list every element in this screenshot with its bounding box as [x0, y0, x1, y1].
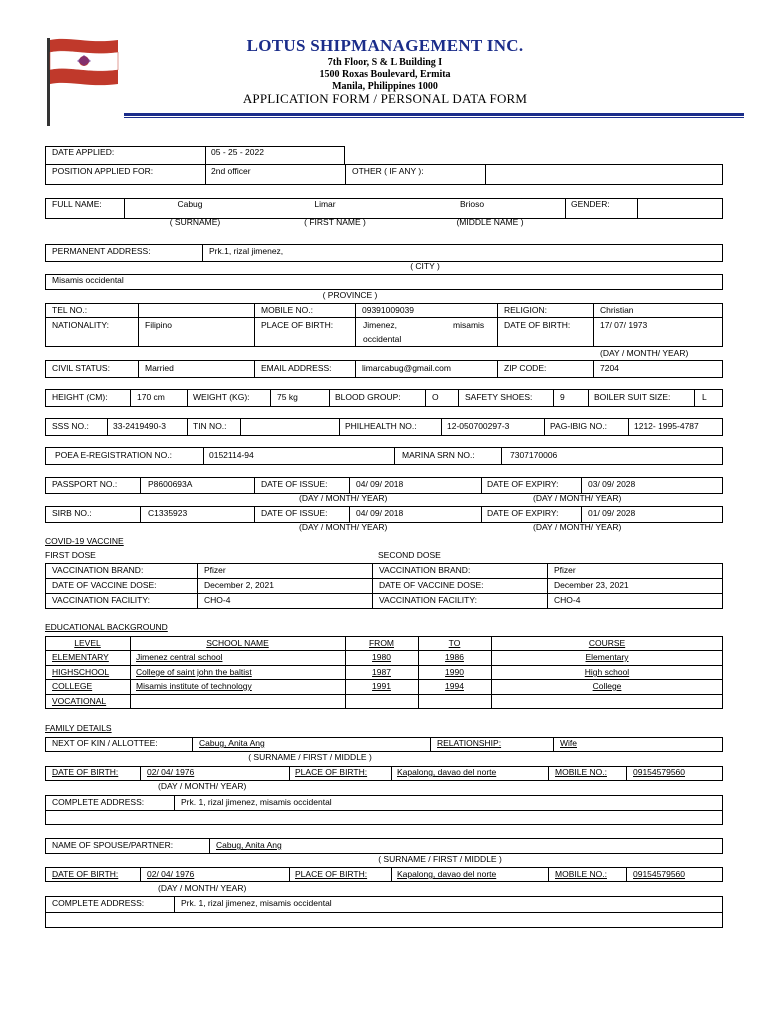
pagibig-label: PAG-IBIG NO.:	[550, 421, 607, 431]
kin-mobile-label: MOBILE NO.:	[555, 767, 607, 777]
edu-level: ELEMENTARY	[52, 652, 109, 662]
edu-level: COLLEGE	[52, 681, 93, 691]
edu-header-from: FROM	[368, 638, 395, 648]
kin-address-value[interactable]: Prk. 1, rizal jimenez, misamis occidental	[181, 797, 332, 807]
gender-label: GENDER:	[571, 199, 610, 209]
edu-to[interactable]: 1994	[445, 681, 464, 691]
d1-facility-value[interactable]: CHO-4	[204, 595, 231, 605]
passport-value[interactable]: P8600693A	[148, 479, 193, 489]
header-rule	[124, 113, 744, 116]
kin-mobile-value[interactable]: 09154579560	[633, 767, 686, 777]
family-title: FAMILY DETAILS	[45, 723, 112, 733]
d1-date-label: DATE OF VACCINE DOSE:	[52, 580, 157, 590]
full-name-label: FULL NAME:	[52, 199, 102, 209]
birthplace-value-c[interactable]: occidental	[363, 334, 402, 344]
edu-header-level: LEVEL	[74, 638, 101, 648]
kin-name-caption: ( SURNAME / FIRST / MIDDLE )	[248, 752, 372, 762]
safety-shoes-value[interactable]: 9	[560, 392, 565, 402]
kin-pob-value[interactable]: Kapalong, davao del norte	[397, 767, 497, 777]
civil-status-label: CIVIL STATUS:	[52, 363, 110, 373]
blood-group-label: BLOOD GROUP:	[335, 392, 401, 402]
sirb-label: SIRB NO.:	[52, 508, 92, 518]
d2-brand-label: VACCINATION BRAND:	[379, 565, 471, 575]
weight-value[interactable]: 75 kg	[277, 392, 298, 402]
edu-level: VOCATIONAL	[52, 696, 107, 706]
edu-school[interactable]: Misamis institute of technology	[136, 681, 252, 691]
safety-shoes-label: SAFETY SHOES:	[465, 392, 533, 402]
civil-status-value[interactable]: Married	[145, 363, 174, 373]
position-label: POSITION APPLIED FOR:	[52, 166, 154, 176]
kin-pob-label: PLACE OF BIRTH:	[295, 767, 368, 777]
passport-expiry-caption: (DAY / MONTH/ YEAR)	[533, 493, 622, 503]
date-applied-label: DATE APPLIED:	[52, 147, 115, 157]
philhealth-value[interactable]: 12-050700297-3	[447, 421, 510, 431]
birthplace-label: PLACE OF BIRTH:	[261, 320, 334, 330]
dob-caption: (DAY / MONTH/ YEAR)	[600, 348, 689, 358]
address-street-value[interactable]: Prk.1, rizal jimenez,	[209, 246, 284, 256]
surname-caption: ( SURNAME)	[169, 217, 221, 227]
sirb-issue-label: DATE OF ISSUE:	[261, 508, 328, 518]
sirb-expiry-caption: (DAY / MONTH/ YEAR)	[533, 522, 622, 532]
first-name-caption: ( FIRST NAME )	[304, 217, 366, 227]
first-name-value[interactable]: Limar	[314, 199, 336, 209]
second-dose-label: SECOND DOSE	[378, 550, 441, 560]
zip-value[interactable]: 7204	[600, 363, 619, 373]
birthplace-value-a[interactable]: Jimenez,	[363, 320, 398, 330]
tel-label: TEL NO.:	[52, 305, 88, 315]
spouse-address-label: COMPLETE ADDRESS:	[52, 898, 145, 908]
edu-school[interactable]: College of saint john the baltist	[136, 667, 252, 677]
sirb-issue-value[interactable]: 04/ 09/ 2018	[356, 508, 404, 518]
edu-to[interactable]: 1990	[445, 667, 464, 677]
edu-header-to: TO	[448, 638, 461, 648]
height-value[interactable]: 170 cm	[137, 392, 165, 402]
sirb-value[interactable]: C1335923	[148, 508, 188, 518]
d2-facility-value[interactable]: CHO-4	[554, 595, 581, 605]
spouse-name-caption: ( SURNAME / FIRST / MIDDLE )	[378, 854, 502, 864]
province-row	[45, 274, 723, 290]
kin-address-label: COMPLETE ADDRESS:	[52, 797, 145, 807]
passport-issue-value[interactable]: 04/ 09/ 2018	[356, 479, 404, 489]
spouse-dob-value[interactable]: 02/ 04/ 1976	[147, 869, 195, 879]
sirb-expiry-value[interactable]: 01/ 09/ 2028	[588, 508, 636, 518]
company-flag-icon	[44, 36, 120, 128]
nationality-label: NATIONALITY:	[52, 320, 109, 330]
religion-label: RELIGION:	[504, 305, 547, 315]
date-applied-value[interactable]: 05 - 25 - 2022	[211, 147, 264, 157]
marina-value[interactable]: 7307170006	[510, 450, 558, 460]
d1-facility-label: VACCINATION FACILITY:	[52, 595, 150, 605]
address-line-1: 7th Floor, S & L Building I	[327, 57, 443, 68]
first-dose-label: FIRST DOSE	[45, 550, 96, 560]
middle-name-caption: (MIDDLE NAME )	[456, 217, 524, 227]
passport-expiry-label: DATE OF EXPIRY:	[487, 479, 559, 489]
other-label: OTHER ( IF ANY ):	[352, 166, 424, 176]
spouse-pob-label: PLACE OF BIRTH:	[295, 869, 368, 879]
edu-level: HIGHSCHOOL	[52, 667, 110, 677]
province-caption: ( PROVINCE )	[322, 290, 378, 300]
sss-label: SSS NO.:	[52, 421, 89, 431]
edu-course[interactable]: High school	[584, 667, 630, 677]
relationship-value[interactable]: Wife	[560, 738, 577, 748]
email-label: EMAIL ADDRESS:	[261, 363, 332, 373]
kin-value[interactable]: Cabug, Anita Ang	[199, 738, 265, 748]
edu-from[interactable]: 1987	[372, 667, 391, 677]
spouse-dob-caption: (DAY / MONTH/ YEAR)	[158, 883, 247, 893]
d1-date-value[interactable]: December 2, 2021	[204, 580, 274, 590]
middle-name-value[interactable]: Brioso	[459, 199, 485, 209]
spouse-value[interactable]: Cabug, Anita Ang	[216, 840, 282, 850]
full-name-row	[45, 198, 723, 219]
zip-label: ZIP CODE:	[504, 363, 547, 373]
sirb-expiry-label: DATE OF EXPIRY:	[487, 508, 559, 518]
tin-label: TIN NO.:	[193, 421, 227, 431]
d2-date-value[interactable]: December 23, 2021	[554, 580, 629, 590]
surname-value[interactable]: Cabug	[177, 199, 203, 209]
nationality-value[interactable]: Filipino	[145, 320, 172, 330]
kin-label: NEXT OF KIN / ALLOTTEE:	[52, 738, 158, 748]
blood-group-value[interactable]: O	[432, 392, 439, 402]
dob-value[interactable]: 17/ 07/ 1973	[600, 320, 648, 330]
passport-issue-label: DATE OF ISSUE:	[261, 479, 328, 489]
d2-facility-label: VACCINATION FACILITY:	[379, 595, 477, 605]
d2-date-label: DATE OF VACCINE DOSE:	[379, 580, 484, 590]
edu-header-course: COURSE	[588, 638, 626, 648]
form-title: APPLICATION FORM / PERSONAL DATA FORM	[242, 91, 528, 106]
d1-brand-label: VACCINATION BRAND:	[52, 565, 144, 575]
covid-title: COVID-19 VACCINE	[45, 536, 124, 546]
address-label: PERMANENT ADDRESS:	[52, 246, 151, 256]
height-label: HEIGHT (CM):	[52, 392, 108, 402]
sirb-issue-caption: (DAY / MONTH/ YEAR)	[299, 522, 388, 532]
sss-value[interactable]: 33-2419490-3	[113, 421, 166, 431]
boiler-suit-label: BOILER SUIT SIZE:	[594, 392, 671, 402]
header-rule-thin	[124, 117, 744, 118]
edu-course[interactable]: College	[592, 681, 622, 691]
edu-header-school: SCHOOL NAME	[206, 638, 269, 648]
kin-dob-caption: (DAY / MONTH/ YEAR)	[158, 781, 247, 791]
kin-dob-value[interactable]: 02/ 04/ 1976	[147, 767, 195, 777]
birthplace-value-b[interactable]: misamis	[453, 320, 485, 330]
email-value[interactable]: limarcabug@gmail.com	[362, 363, 451, 373]
d1-brand-value[interactable]: Pfizer	[204, 565, 226, 575]
spouse-address-value[interactable]: Prk. 1, rizal jimenez, misamis occidental	[181, 898, 332, 908]
poea-label: POEA E-REGISTRATION NO.:	[55, 450, 172, 460]
education-title: EDUCATIONAL BACKGROUND	[45, 622, 168, 632]
position-value[interactable]: 2nd officer	[211, 166, 251, 176]
religion-value[interactable]: Christian	[600, 305, 634, 315]
pagibig-value[interactable]: 1212- 1995-4787	[634, 421, 699, 431]
edu-school[interactable]: Jimenez central school	[136, 652, 223, 662]
company-name: LOTUS SHIPMANAGEMENT INC.	[246, 36, 524, 55]
spouse-mobile-label: MOBILE NO.:	[555, 869, 607, 879]
passport-issue-caption: (DAY / MONTH/ YEAR)	[299, 493, 388, 503]
relationship-label: RELATIONSHIP:	[437, 738, 502, 748]
spouse-mobile-value[interactable]: 09154579560	[633, 869, 686, 879]
edu-from[interactable]: 1991	[372, 681, 391, 691]
city-caption: ( CITY )	[410, 261, 440, 271]
weight-label: WEIGHT (KG):	[193, 392, 250, 402]
mobile-value[interactable]: 09391009039	[362, 305, 415, 315]
boiler-suit-value[interactable]: L	[702, 392, 707, 402]
philhealth-label: PHILHEALTH NO.:	[345, 421, 417, 431]
kin-dob-label: DATE OF BIRTH:	[52, 767, 119, 777]
passport-label: PASSPORT NO.:	[52, 479, 118, 489]
edu-to[interactable]: 1986	[445, 652, 464, 662]
d2-brand-value[interactable]: Pfizer	[554, 565, 576, 575]
spouse-label: NAME OF SPOUSE/PARTNER:	[52, 840, 174, 850]
province-value[interactable]: Misamis occidental	[52, 275, 124, 285]
marina-label: MARINA SRN NO.:	[402, 450, 475, 460]
edu-from[interactable]: 1980	[372, 652, 391, 662]
spouse-pob-value[interactable]: Kapalong, davao del norte	[397, 869, 497, 879]
address-line-2: 1500 Roxas Boulevard, Ermita	[319, 69, 451, 80]
passport-expiry-value[interactable]: 03/ 09/ 2028	[588, 479, 636, 489]
poea-value[interactable]: 0152114-94	[209, 450, 254, 460]
edu-course[interactable]: Elementary	[585, 652, 629, 662]
dob-label: DATE OF BIRTH:	[504, 320, 571, 330]
mobile-label: MOBILE NO.:	[261, 305, 313, 315]
spouse-dob-label: DATE OF BIRTH:	[52, 869, 119, 879]
address-line-3: Manila, Philippines 1000	[332, 81, 438, 92]
